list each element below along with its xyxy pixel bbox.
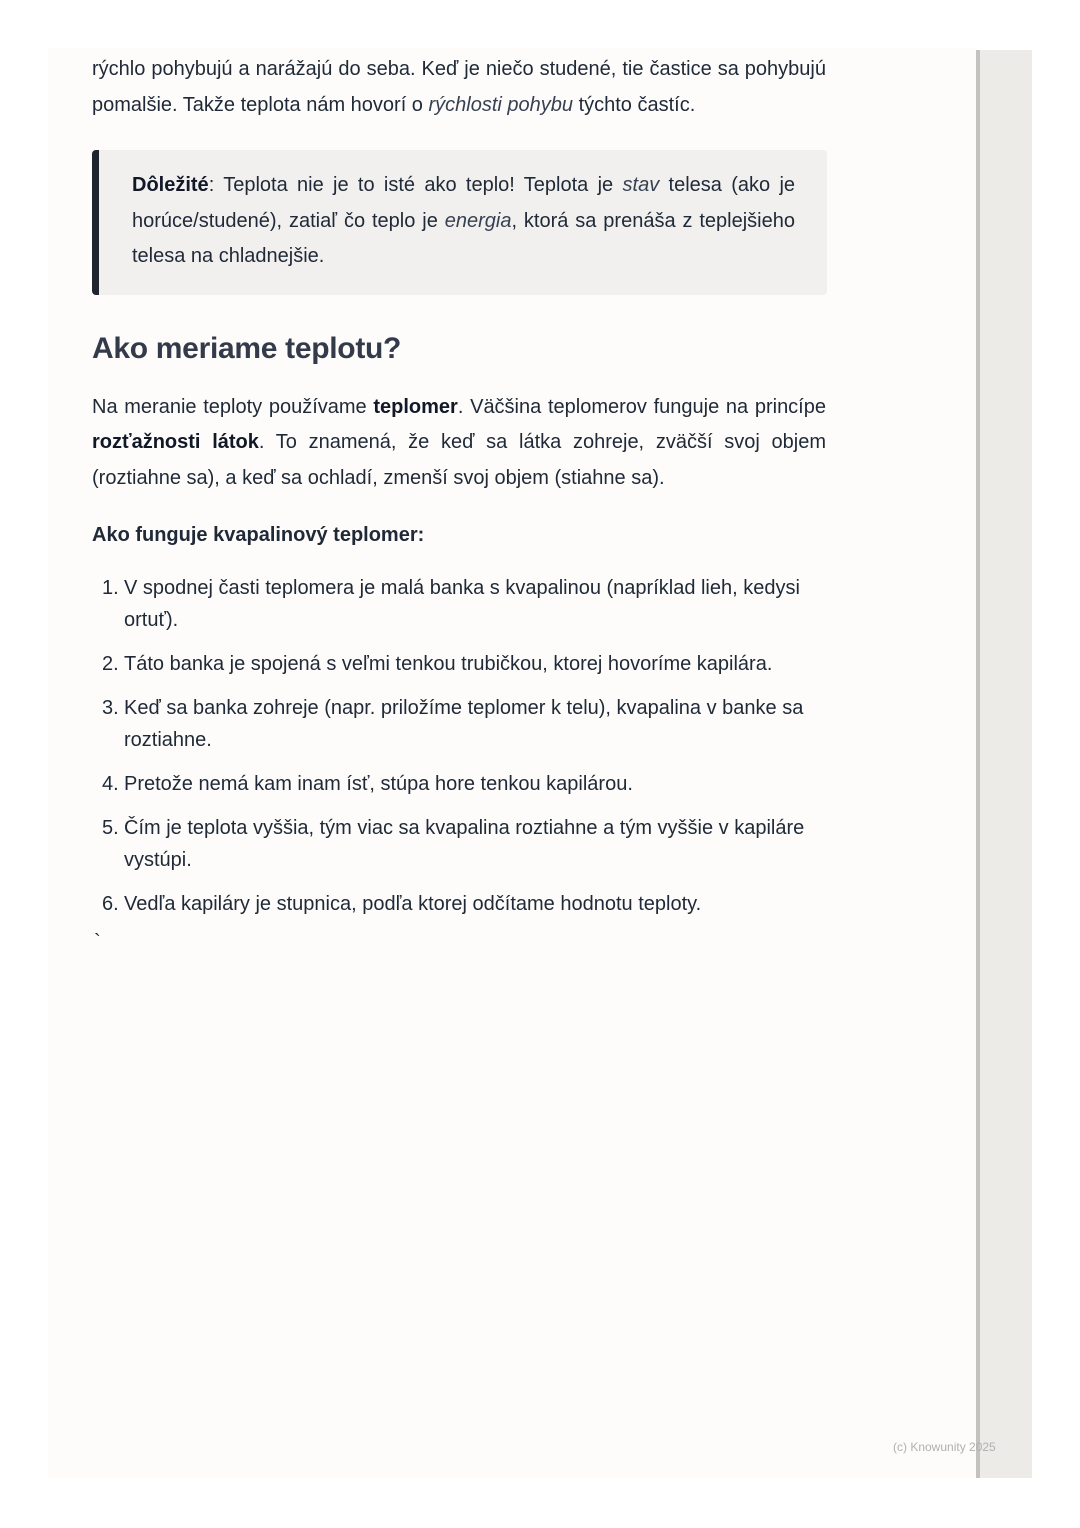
callout-text-1: : Teplota nie je to isté ako teplo! Teplota je <box>208 174 623 196</box>
list-item-number: 5. <box>102 817 119 839</box>
list-item-number: 3. <box>102 697 119 719</box>
list-item-number: 1. <box>102 577 119 599</box>
list-item-text: V spodnej časti teplomera je malá banka s kvapalinou (napríklad lieh, kedysi ortuť). <box>124 577 800 631</box>
measure-text-3: . To znamená, že keď sa látka zohreje, zväčší svoj objem (roztiahne sa), a keď sa ochladí, zmenší svoj objem (stiahne sa). <box>92 431 826 489</box>
list-item <box>92 888 826 920</box>
list-item-text: Vedľa kapiláry je stupnica, podľa ktorej odčítame hodnotu teploty. <box>124 893 702 915</box>
list-item-number: 4. <box>102 773 119 795</box>
intro-text-2: týchto častíc. <box>573 93 696 116</box>
list-item-number: 6. <box>102 893 119 915</box>
document-content <box>92 52 826 952</box>
intro-emphasis: rýchlosti pohybu <box>428 93 574 116</box>
measure-text-2: . Väčšina teplomerov funguje na princípe <box>457 395 826 418</box>
measure-bold-1: teplomer <box>373 395 458 418</box>
stray-backtick: ` <box>94 931 101 953</box>
list-item <box>92 812 826 876</box>
important-callout <box>92 150 827 295</box>
callout-em-1: stav <box>622 174 660 196</box>
subheading: Ako funguje kvapalinový teplomer: <box>92 524 425 546</box>
section-heading: Ako meriame teplotu? <box>92 331 402 365</box>
steps-list <box>92 572 826 920</box>
list-item-number: 2. <box>102 653 119 675</box>
measure-text-1: Na meranie teploty používame <box>92 395 374 418</box>
callout-bold-label: Dôležité <box>132 174 209 196</box>
callout-text-2: telesa (ako je horúce/studené), zatiaľ čo teplo je <box>132 174 796 232</box>
list-item-text: Táto banka je spojená s veľmi tenkou trubičkou, ktorej hovoríme kapilára. <box>124 653 773 675</box>
list-item <box>92 768 826 800</box>
list-item-text: Pretože nemá kam inam ísť, stúpa hore tenkou kapilárou. <box>124 773 633 795</box>
intro-text-1: rýchlo pohybujú a narážajú do seba. Keď je niečo studené, tie častice sa pohybujú pomalšie. Takže teplota nám hovorí o <box>92 58 826 116</box>
callout-paragraph <box>132 168 795 275</box>
measure-bold-2: rozťažnosti látok <box>92 431 259 453</box>
list-item <box>92 692 826 756</box>
side-panel <box>976 50 1032 1478</box>
callout-em-2: energia <box>444 209 512 232</box>
list-item-text: Čím je teplota vyššia, tým viac sa kvapalina roztiahne a tým vyššie v kapiláre vystúpi. <box>124 817 805 871</box>
list-item <box>92 572 826 636</box>
intro-paragraph <box>92 52 826 123</box>
measure-paragraph <box>92 390 826 497</box>
callout-text-3: , ktorá sa prenáša z teplejšieho telesa na chladnejšie. <box>132 209 795 267</box>
list-item <box>92 648 826 680</box>
copyright-footer: (c) Knowunity 2025 <box>893 1440 996 1454</box>
list-item-text: Keď sa banka zohreje (napr. priložíme teplomer k telu), kvapalina v banke sa roztiahne. <box>124 697 804 751</box>
